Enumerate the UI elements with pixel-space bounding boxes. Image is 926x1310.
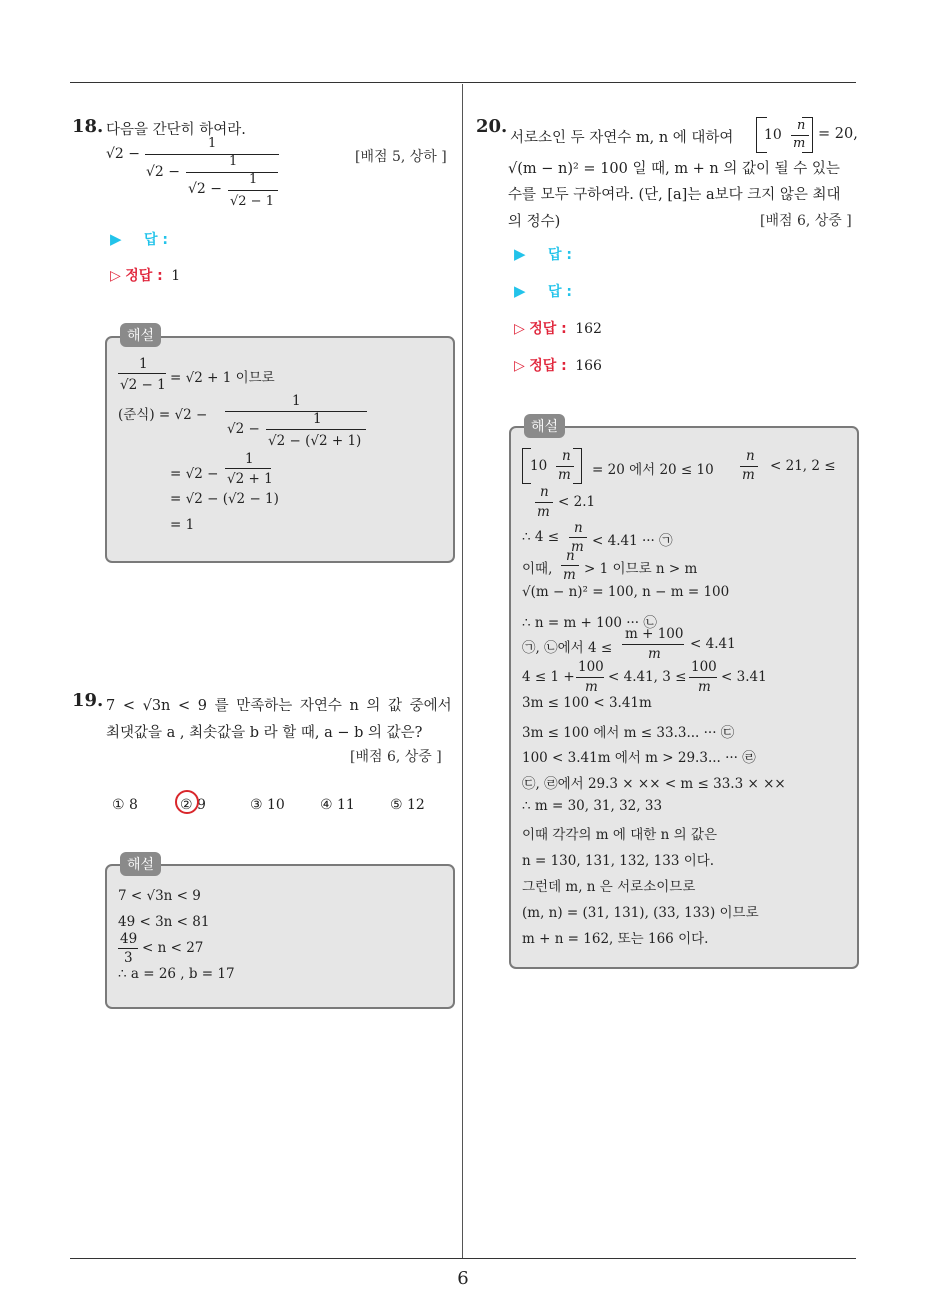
correct-label: 정답 : [125, 268, 163, 284]
correct-label: 정답 : [529, 321, 567, 337]
q20-score: [배점 6, 상중 ] [760, 213, 852, 229]
choice-1[interactable]: ① 8 [112, 797, 138, 813]
q19-score: [배점 6, 상중 ] [350, 749, 442, 765]
q20-correct-row-1 [514, 318, 602, 338]
q18-solution-tag: 해설 [120, 323, 161, 347]
q18-correct-row [110, 265, 180, 285]
outline-arrow-icon: ▷ [110, 268, 121, 284]
column-divider [462, 84, 463, 1259]
play-arrow-icon: ▶ [110, 230, 122, 248]
play-arrow-icon: ▶ [514, 282, 526, 300]
correct-value: 166 [575, 358, 602, 374]
answer-label: 답 : [548, 284, 572, 300]
q20-answer-row-2[interactable] [514, 281, 572, 301]
q18-answer-row[interactable] [110, 229, 168, 249]
q18-score: [배점 5, 상하 ] [355, 149, 447, 165]
q20-text-line1a: 서로소인 두 자연수 m, n 에 대하여 [510, 130, 734, 146]
bottom-rule [70, 1258, 856, 1259]
q19-solution-box [105, 864, 455, 1009]
page-number: 6 [457, 1268, 469, 1289]
correct-value: 162 [575, 321, 602, 337]
q20-text-line1b: = 20, [818, 126, 858, 142]
q20-number: 20. [476, 116, 508, 137]
choice-5[interactable]: ⑤ 12 [390, 797, 425, 813]
outline-arrow-icon: ▷ [514, 358, 525, 374]
q20-text-line2: √(m − n)² = 100 일 때, m + n 의 값이 될 수 있는 [508, 161, 840, 177]
q19-text-line2: 최댓값을 a , 최솟값을 b 라 할 때, a − b 의 값은? [106, 725, 423, 741]
answer-label: 답 : [144, 232, 168, 248]
correct-label: 정답 : [529, 358, 567, 374]
choice-3[interactable]: ③ 10 [250, 797, 285, 813]
q19-number: 19. [72, 690, 104, 711]
top-rule [70, 82, 856, 83]
play-arrow-icon: ▶ [514, 245, 526, 263]
choice-2[interactable]: ② 9 [180, 797, 206, 813]
q19-text-line1: 7 < √3n < 9 를 만족하는 자연수 n 의 값 중에서 [106, 698, 452, 714]
correct-value: 1 [171, 268, 181, 284]
q20-correct-row-2 [514, 355, 602, 375]
answer-label: 답 : [548, 247, 572, 263]
outline-arrow-icon: ▷ [514, 321, 525, 337]
q20-solution-tag: 해설 [524, 414, 565, 438]
q20-text-line4: 의 정수) [508, 214, 561, 230]
q20-answer-row-1[interactable] [514, 244, 572, 264]
q18-number: 18. [72, 116, 104, 137]
q19-solution-tag: 해설 [120, 852, 161, 876]
selected-circle-mark [175, 790, 199, 814]
q20-text-line3: 수를 모두 구하여라. (단, [a]는 a보다 크지 않은 최대 [508, 187, 841, 203]
choice-4[interactable]: ④ 11 [320, 797, 355, 813]
q18-text: 다음을 간단히 하여라. [106, 122, 246, 138]
q18-solution-box [105, 336, 455, 563]
